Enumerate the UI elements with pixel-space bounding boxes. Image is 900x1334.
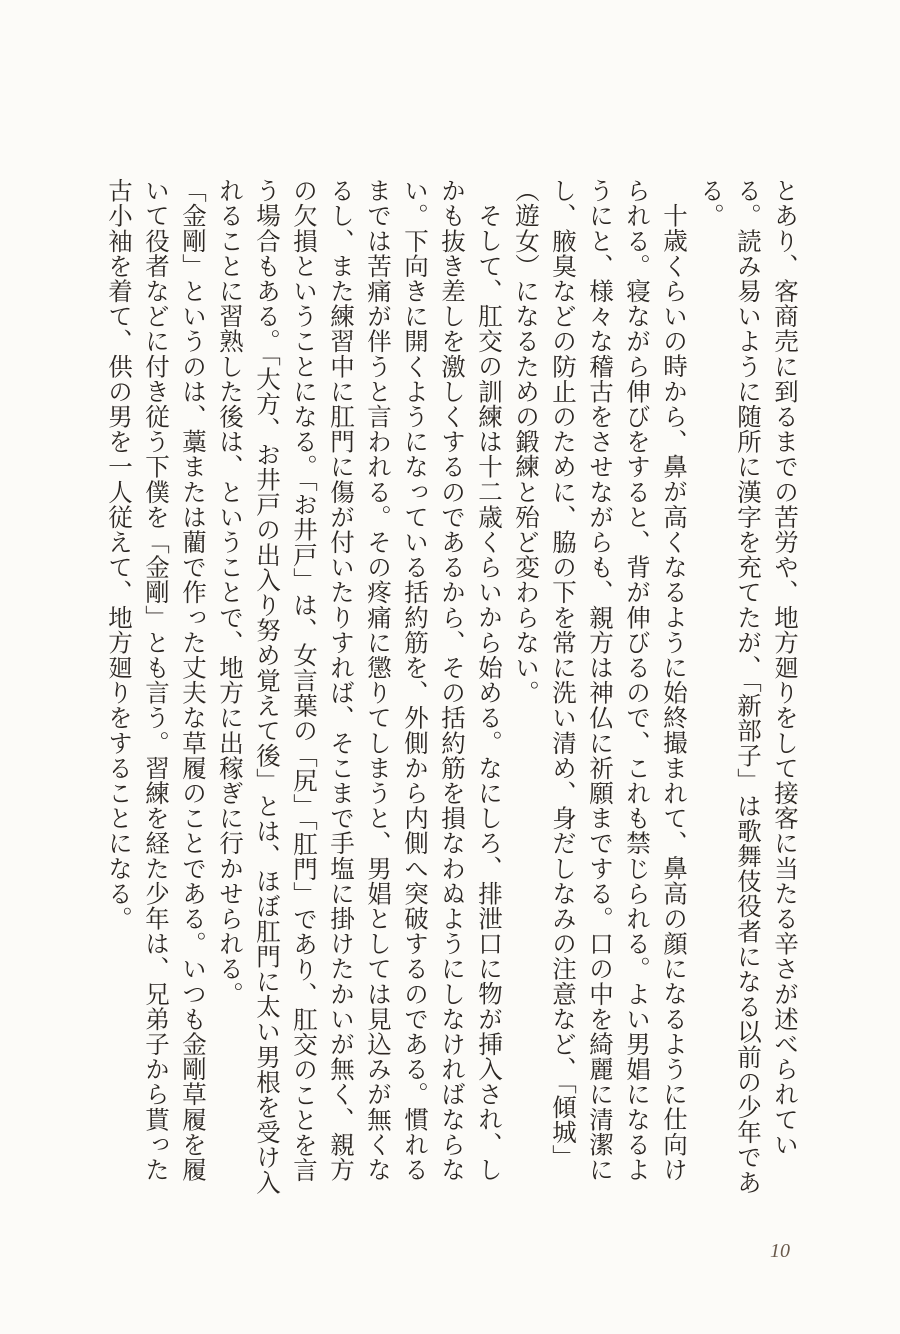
paragraph-2: 十歳くらいの時から、鼻が高くなるように始終撮まれて、鼻高の顔になるように仕向けられる。寝ながら伸びをすると、背が伸びるので、これも禁じられる。よい男娼になるようにと、様々な稽古をさせながらも、親方は神仏に祈願までする。口の中を綺麗に清潔にし、腋臭などの防止のために、脇の下を常に洗い清め、身だしなみの注意など、「傾城」（遊女）になるための鍛練と殆ど変わらない。 — [512, 178, 689, 1182]
page-number: 10 — [770, 1240, 790, 1262]
paragraph-3: そして、肛交の訓練は十二歳くらいから始める。なにしろ、排泄口に物が挿入され、しかも抜き差しを激しくするのであるから、その括約筋を損なわぬようにしなければならない。下向きに開くようになっている括約筋を、外側から内側へ突破するのである。慣れるまでは苦痛が伴うと言われる。その疼痛に懲りてしまうと、男娼としては見込みが無くなるし、また練習中に肛門に傷が付いたりすれば、そこまで手塩に掛けたかいが無く、親方の欠損ということになる。「お井戸」は、女言葉の「尻」「肛門」であり、肛交のことを言う場合もある。「大方、お井戸の出入り努め覚えて後」とは、ほぼ肛門に太い男根を受け入れることに習熟した後は、ということで、地方に出稼ぎに行かせられる。 — [216, 178, 504, 1195]
vertical-text-body — [105, 178, 804, 1198]
paragraph-1: とあり、客商売に到るまでの苦労や、地方廻りをして接客に当たる辛さが述べられている。読み易いように随所に漢字を充てたが、「新部子」は歌舞伎役者になる以前の少年である。 — [697, 178, 800, 1195]
paragraph-4: 「金剛」というのは、藁または藺で作った丈夫な草履のことである。いつも金剛草履を履いて役者などに付き従う下僕を「金剛」とも言う。習練を経た少年は、兄弟子から貰った古小袖を着て、供の男を一人従えて、地方廻りをすることになる。 — [105, 178, 208, 1182]
